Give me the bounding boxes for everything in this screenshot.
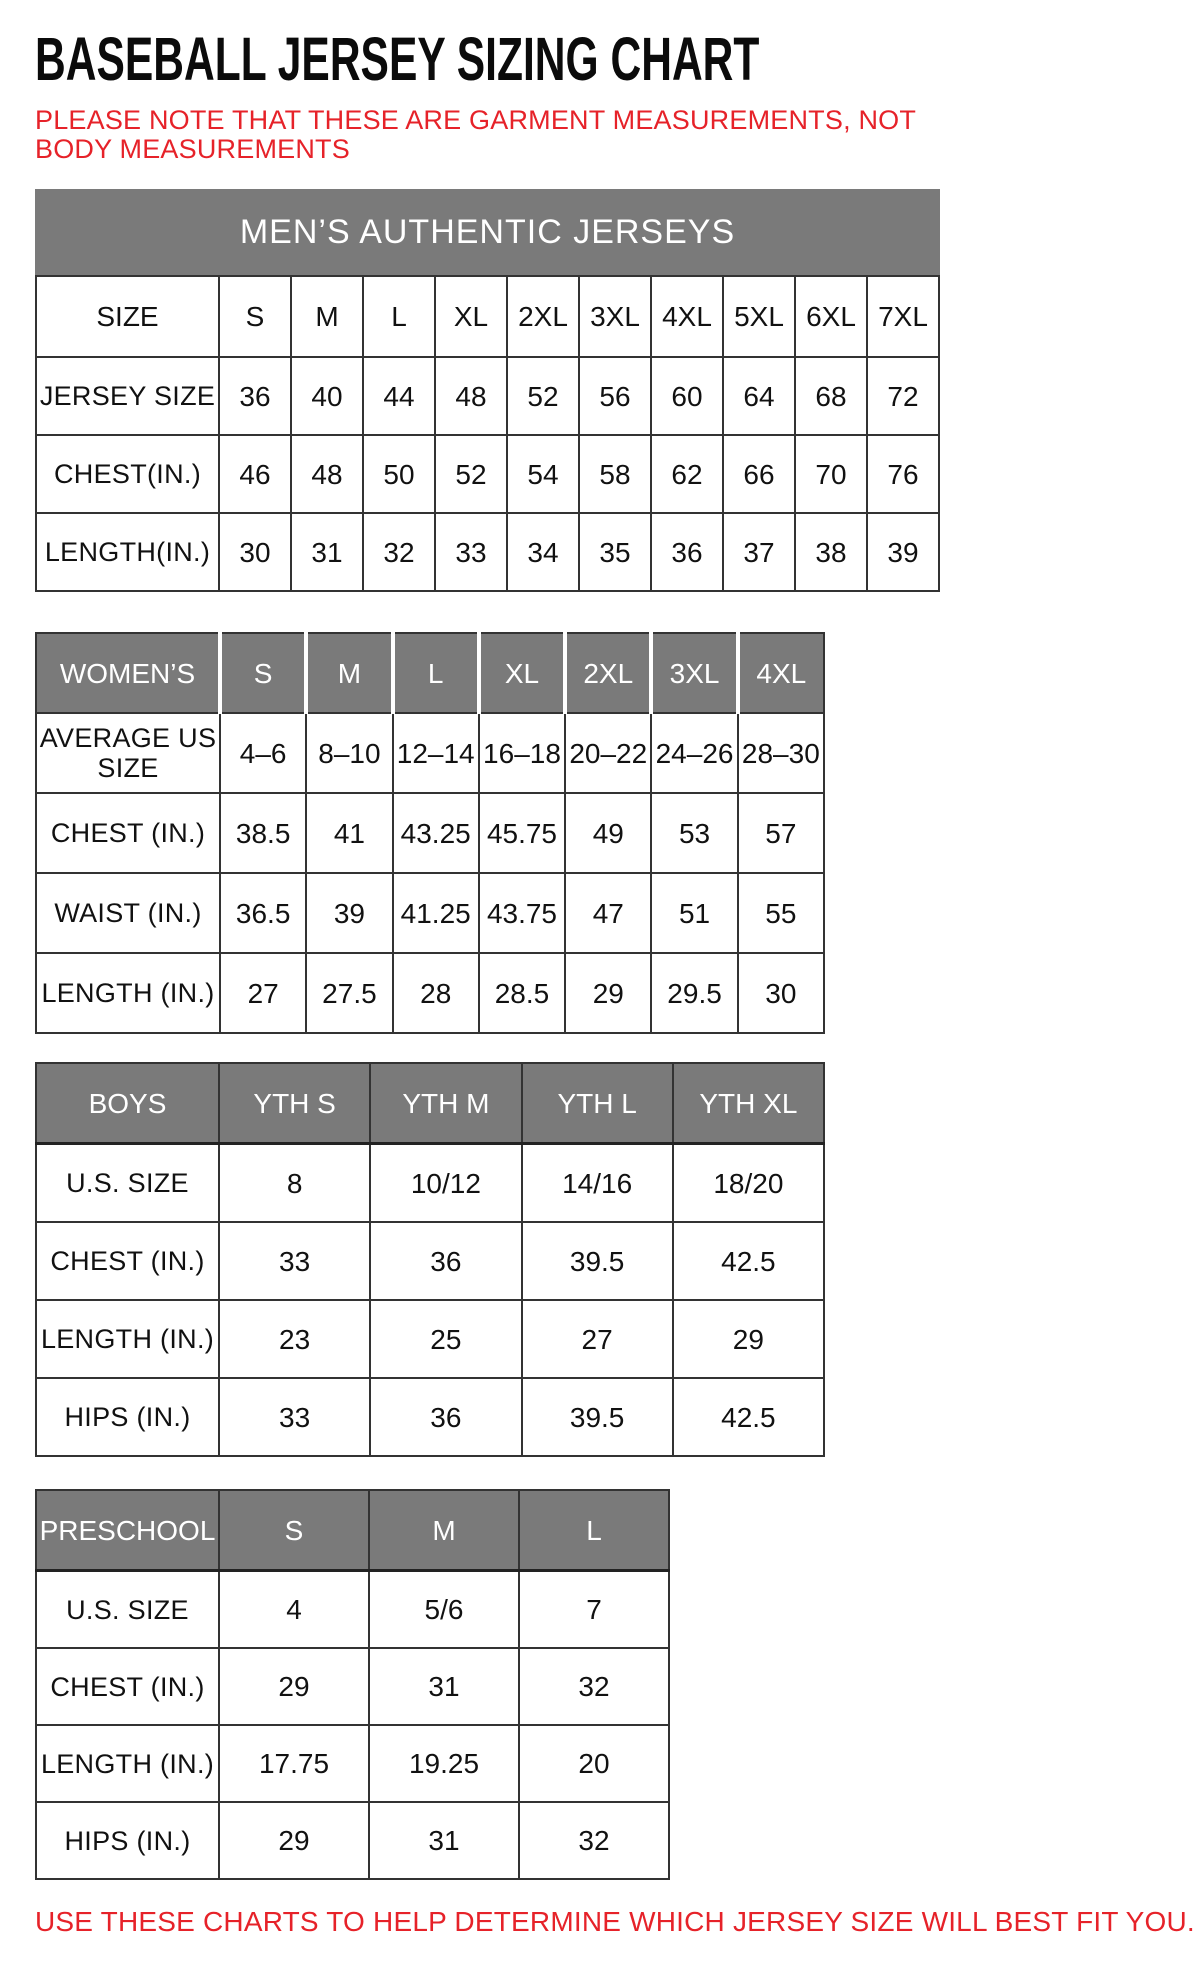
size-value-cell: 47 <box>565 873 651 953</box>
row-label: CHEST(IN.) <box>36 435 219 513</box>
size-value-cell: 36 <box>370 1222 521 1300</box>
size-value-cell: 28 <box>393 953 479 1033</box>
row-label: CHEST (IN.) <box>36 1222 219 1300</box>
size-value-cell: 38.5 <box>220 793 306 873</box>
size-value-cell: 39 <box>867 513 939 591</box>
womens-column-header: 4XL <box>738 633 824 713</box>
row-label: HIPS (IN.) <box>36 1802 219 1879</box>
boys-column-header: YTH XL <box>673 1063 824 1144</box>
size-value-cell: 30 <box>738 953 824 1033</box>
preschool-measurement-row <box>36 1725 669 1802</box>
size-value-cell: 66 <box>723 435 795 513</box>
preschool-column-header: M <box>369 1490 519 1571</box>
womens-size-table <box>35 632 825 1034</box>
boys-measurement-row <box>36 1300 824 1378</box>
size-value-cell: 8–10 <box>306 713 392 793</box>
size-value-cell: 29 <box>219 1648 369 1725</box>
size-value-cell: 53 <box>651 793 737 873</box>
mens-column-header: 2XL <box>507 276 579 357</box>
size-value-cell: 49 <box>565 793 651 873</box>
size-value-cell: 17.75 <box>219 1725 369 1802</box>
size-value-cell: 48 <box>291 435 363 513</box>
row-label: U.S. SIZE <box>36 1571 219 1649</box>
size-value-cell: 27 <box>220 953 306 1033</box>
size-value-cell: 36 <box>219 357 291 435</box>
size-value-cell: 68 <box>795 357 867 435</box>
size-value-cell: 43.25 <box>393 793 479 873</box>
size-value-cell: 64 <box>723 357 795 435</box>
size-value-cell: 33 <box>219 1378 370 1456</box>
mens-sizing-section <box>35 189 1200 592</box>
preschool-column-header: L <box>519 1490 669 1571</box>
page-header <box>35 23 1200 94</box>
womens-column-header: WOMEN’S <box>36 633 220 713</box>
womens-column-header: M <box>306 633 392 713</box>
row-label: LENGTH (IN.) <box>36 1725 219 1802</box>
womens-sizing-section <box>35 632 1200 1034</box>
size-value-cell: 36 <box>370 1378 521 1456</box>
mens-header-row <box>36 276 939 357</box>
size-value-cell: 34 <box>507 513 579 591</box>
size-value-cell: 76 <box>867 435 939 513</box>
size-value-cell: 4–6 <box>220 713 306 793</box>
size-value-cell: 32 <box>519 1802 669 1879</box>
mens-column-header: 4XL <box>651 276 723 357</box>
size-value-cell: 41 <box>306 793 392 873</box>
size-value-cell: 18/20 <box>673 1144 824 1223</box>
size-value-cell: 45.75 <box>479 793 565 873</box>
row-label: LENGTH (IN.) <box>36 953 220 1033</box>
size-value-cell: 29 <box>565 953 651 1033</box>
womens-column-header: S <box>220 633 306 713</box>
mens-column-header: 5XL <box>723 276 795 357</box>
size-value-cell: 46 <box>219 435 291 513</box>
womens-column-header: XL <box>479 633 565 713</box>
womens-measurement-row <box>36 953 824 1033</box>
size-value-cell: 29.5 <box>651 953 737 1033</box>
womens-header-row <box>36 633 824 713</box>
size-value-cell: 28.5 <box>479 953 565 1033</box>
size-value-cell: 16–18 <box>479 713 565 793</box>
womens-column-header: 2XL <box>565 633 651 713</box>
size-value-cell: 5/6 <box>369 1571 519 1649</box>
size-value-cell: 48 <box>435 357 507 435</box>
mens-column-header: XL <box>435 276 507 357</box>
size-value-cell: 60 <box>651 357 723 435</box>
mens-table-banner: MEN’S AUTHENTIC JERSEYS <box>35 189 940 275</box>
page-title: BASEBALL JERSEY SIZING CHART <box>35 23 760 94</box>
size-value-cell: 54 <box>507 435 579 513</box>
size-value-cell: 28–30 <box>738 713 824 793</box>
size-value-cell: 30 <box>219 513 291 591</box>
mens-column-header: 3XL <box>579 276 651 357</box>
size-value-cell: 50 <box>363 435 435 513</box>
size-value-cell: 10/12 <box>370 1144 521 1223</box>
mens-column-header: M <box>291 276 363 357</box>
womens-measurement-row <box>36 873 824 953</box>
size-value-cell: 51 <box>651 873 737 953</box>
row-label: HIPS (IN.) <box>36 1378 219 1456</box>
row-label: AVERAGE US SIZE <box>36 713 220 793</box>
womens-measurement-row <box>36 713 824 793</box>
size-value-cell: 41.25 <box>393 873 479 953</box>
mens-measurement-row <box>36 513 939 591</box>
size-value-cell: 70 <box>795 435 867 513</box>
size-value-cell: 39 <box>306 873 392 953</box>
boys-column-header: YTH M <box>370 1063 521 1144</box>
boys-sizing-section <box>35 1062 1200 1457</box>
size-value-cell: 33 <box>435 513 507 591</box>
preschool-sizing-section <box>35 1489 1200 1880</box>
size-value-cell: 35 <box>579 513 651 591</box>
preschool-measurement-row <box>36 1571 669 1649</box>
size-value-cell: 38 <box>795 513 867 591</box>
size-value-cell: 23 <box>219 1300 370 1378</box>
womens-measurement-row <box>36 793 824 873</box>
row-label: JERSEY SIZE <box>36 357 219 435</box>
size-value-cell: 31 <box>291 513 363 591</box>
preschool-column-header: S <box>219 1490 369 1571</box>
boys-measurement-row <box>36 1378 824 1456</box>
mens-column-header: 7XL <box>867 276 939 357</box>
size-value-cell: 56 <box>579 357 651 435</box>
size-value-cell: 25 <box>370 1300 521 1378</box>
size-value-cell: 57 <box>738 793 824 873</box>
size-value-cell: 58 <box>579 435 651 513</box>
size-value-cell: 4 <box>219 1571 369 1649</box>
size-value-cell: 36.5 <box>220 873 306 953</box>
preschool-column-header: PRESCHOOL <box>36 1490 219 1571</box>
mens-measurement-row <box>36 357 939 435</box>
boys-column-header: YTH L <box>522 1063 673 1144</box>
size-value-cell: 31 <box>369 1648 519 1725</box>
size-value-cell: 20–22 <box>565 713 651 793</box>
size-value-cell: 8 <box>219 1144 370 1223</box>
mens-column-header: 6XL <box>795 276 867 357</box>
size-value-cell: 27 <box>522 1300 673 1378</box>
size-value-cell: 32 <box>519 1648 669 1725</box>
size-value-cell: 12–14 <box>393 713 479 793</box>
size-value-cell: 37 <box>723 513 795 591</box>
size-value-cell: 72 <box>867 357 939 435</box>
mens-column-header: L <box>363 276 435 357</box>
row-label: U.S. SIZE <box>36 1144 219 1223</box>
mens-measurement-row <box>36 435 939 513</box>
boys-header-row <box>36 1063 824 1144</box>
preschool-measurement-row <box>36 1802 669 1879</box>
size-value-cell: 39.5 <box>522 1222 673 1300</box>
size-value-cell: 24–26 <box>651 713 737 793</box>
size-value-cell: 27.5 <box>306 953 392 1033</box>
size-value-cell: 19.25 <box>369 1725 519 1802</box>
row-label: CHEST (IN.) <box>36 793 220 873</box>
womens-column-header: 3XL <box>651 633 737 713</box>
size-value-cell: 29 <box>219 1802 369 1879</box>
mens-column-header: S <box>219 276 291 357</box>
mens-column-header: SIZE <box>36 276 219 357</box>
size-value-cell: 44 <box>363 357 435 435</box>
size-value-cell: 52 <box>507 357 579 435</box>
size-value-cell: 31 <box>369 1802 519 1879</box>
size-value-cell: 32 <box>363 513 435 591</box>
boys-column-header: YTH S <box>219 1063 370 1144</box>
size-value-cell: 36 <box>651 513 723 591</box>
size-value-cell: 42.5 <box>673 1378 824 1456</box>
womens-column-header: L <box>393 633 479 713</box>
row-label: WAIST (IN.) <box>36 873 220 953</box>
boys-measurement-row <box>36 1222 824 1300</box>
size-value-cell: 55 <box>738 873 824 953</box>
size-value-cell: 52 <box>435 435 507 513</box>
size-value-cell: 40 <box>291 357 363 435</box>
chart-usage-note: USE THESE CHARTS TO HELP DETERMINE WHICH JERSEY SIZE WILL BEST FIT YOU. <box>35 1906 1195 1938</box>
mens-size-table <box>35 275 940 592</box>
size-value-cell: 43.75 <box>479 873 565 953</box>
boys-column-header: BOYS <box>36 1063 219 1144</box>
boys-size-table <box>35 1062 825 1457</box>
size-value-cell: 7 <box>519 1571 669 1649</box>
preschool-measurement-row <box>36 1648 669 1725</box>
preschool-size-table <box>35 1489 670 1880</box>
size-value-cell: 62 <box>651 435 723 513</box>
size-value-cell: 14/16 <box>522 1144 673 1223</box>
preschool-header-row <box>36 1490 669 1571</box>
row-label: LENGTH (IN.) <box>36 1300 219 1378</box>
size-value-cell: 20 <box>519 1725 669 1802</box>
size-value-cell: 42.5 <box>673 1222 824 1300</box>
boys-measurement-row <box>36 1144 824 1223</box>
garment-measurement-note: PLEASE NOTE THAT THESE ARE GARMENT MEASUREMENTS, NOT BODY MEASUREMENTS <box>35 105 916 164</box>
size-value-cell: 33 <box>219 1222 370 1300</box>
row-label: CHEST (IN.) <box>36 1648 219 1725</box>
size-value-cell: 39.5 <box>522 1378 673 1456</box>
row-label: LENGTH(IN.) <box>36 513 219 591</box>
size-value-cell: 29 <box>673 1300 824 1378</box>
